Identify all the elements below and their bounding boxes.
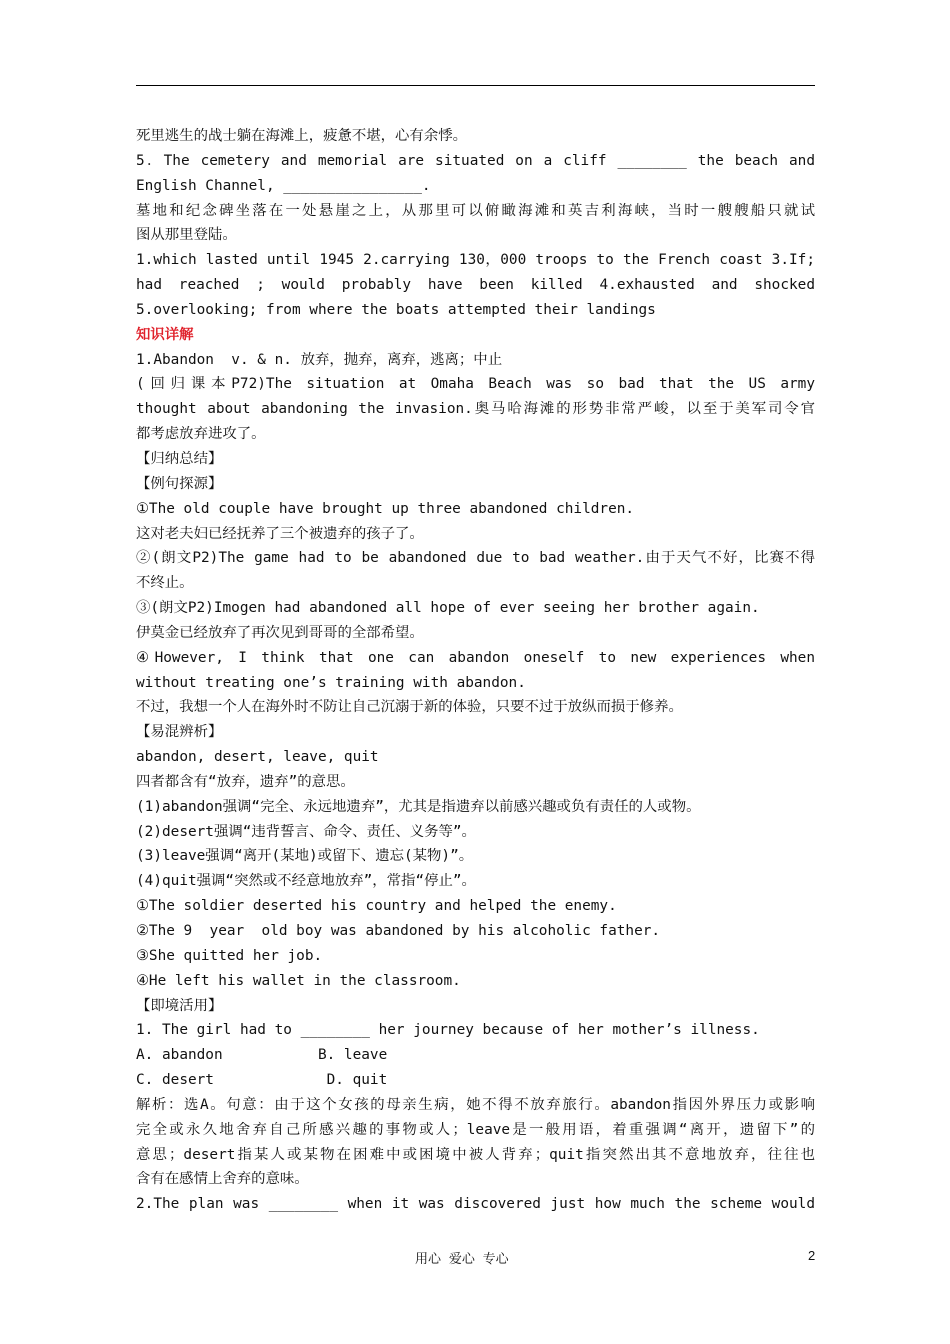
text-line: ④He left his wallet in the classroom. bbox=[136, 972, 461, 989]
text-line: 不过，我想一个人在海外时不防让自己沉溺于新的体验，只要不过于放纵而损于修养。 bbox=[136, 699, 683, 716]
text-line: 这对老夫妇已经抚养了三个被遗弃的孩子了。 bbox=[136, 525, 424, 542]
text-line: 意思；desert指某人或某物在困难中或困境中被人背弃；quit指突然出其不意地放弃，往往也 bbox=[136, 1146, 815, 1163]
text-line: 完全或永久地舍弃自己所感兴趣的事物或人；leave是一般用语，着重强调“离开，遗留下”的 bbox=[136, 1121, 815, 1138]
text-line: 【即境活用】 bbox=[136, 997, 223, 1014]
text-line: 都考虑放弃进攻了。 bbox=[136, 426, 266, 443]
page-number: 2 bbox=[808, 1248, 816, 1263]
text-line: 1.which lasted until 1945 2.carrying 130，000 troops to the French coast 3.If; bbox=[136, 252, 815, 269]
text-line: had reached ; would probably have been killed 4.exhausted and shocked bbox=[136, 277, 815, 294]
document-body bbox=[136, 124, 815, 1217]
text-line: (回归课本P72)The situation at Omaha Beach was so bad that the US army bbox=[136, 376, 815, 393]
text-line: ④However, I think that one can abandon oneself to new experiences when bbox=[136, 649, 815, 666]
text-line: (3)leave强调“离开(某地)或留下、遗忘(某物)”。 bbox=[136, 848, 474, 865]
text-line: ③She quitted her job. bbox=[136, 947, 323, 964]
text-line: 1.Abandon v. & n. 放弃，抛弃，离弃，逃离；中止 bbox=[136, 351, 503, 368]
text-line: ②The 9 year old boy was abandoned by his alcoholic father. bbox=[136, 923, 661, 939]
text-line: 5.overlooking; from where the boats attempted their landings bbox=[136, 301, 656, 318]
text-line: (2)desert强调“违背誓言、命令、责任、义务等”。 bbox=[136, 823, 476, 840]
text-line: 1. The girl had to ________ her journey because of her mother’s illness. bbox=[136, 1022, 760, 1039]
text-line: ②(朗文P2)The game had to be abandoned due to bad weather.由于天气不好，比赛不得 bbox=[136, 550, 815, 567]
text-line: ①The soldier deserted his country and helped the enemy. bbox=[136, 898, 617, 915]
text-line: A. abandon B. leave bbox=[136, 1047, 388, 1064]
section-heading: 知识详解 bbox=[136, 326, 194, 343]
text-line: 墓地和纪念碑坐落在一处悬崖之上，从那里可以俯瞰海滩和英吉利海峡，当时一艘艘船只就试 bbox=[136, 202, 815, 219]
text-line: 图从那里登陆。 bbox=[136, 227, 237, 244]
text-line: 死里逃生的战士躺在海滩上，疲惫不堪，心有余悸。 bbox=[136, 128, 467, 144]
text-line: abandon, desert, leave, quit bbox=[136, 749, 379, 766]
text-line: 【归纳总结】 bbox=[136, 450, 223, 467]
text-line: English Channel, ________________. bbox=[136, 177, 431, 194]
text-line: ①The old couple have brought up three abandoned children. bbox=[136, 500, 635, 517]
text-line: 不终止。 bbox=[136, 575, 194, 592]
text-line: without treating one’s training with abandon. bbox=[136, 674, 526, 691]
text-line: 伊莫金已经放弃了再次见到哥哥的全部希望。 bbox=[136, 624, 424, 641]
text-line: 2.The plan was ________ when it was discovered just how much the scheme would bbox=[136, 1196, 815, 1213]
text-line: (1)abandon强调“完全、永远地遗弃”，尤其是指遗弃以前感兴趣或负有责任的人或物。 bbox=[136, 798, 701, 815]
text-line: 含有在感情上舍弃的意味。 bbox=[136, 1171, 309, 1188]
text-line: 解析：选A。句意：由于这个女孩的母亲生病，她不得不放弃旅行。abandon指因外界压力或影响 bbox=[136, 1096, 815, 1113]
text-line: 四者都含有“放弃，遗弃”的意思。 bbox=[136, 773, 355, 790]
text-line: 【例句探源】 bbox=[136, 475, 223, 492]
text-line: 5．The cemetery and memorial are situated on a cliff ________ the beach and bbox=[136, 152, 815, 169]
text-line: 【易混辨析】 bbox=[136, 724, 223, 741]
text-line: C. desert D. quit bbox=[136, 1072, 388, 1089]
header-rule bbox=[136, 85, 815, 86]
text-line: ③(朗文P2)Imogen had abandoned all hope of ever seeing her brother again. bbox=[136, 600, 760, 617]
text-line: (4)quit强调“突然或不经意地放弃”，常指“停止”。 bbox=[136, 873, 476, 890]
text-line: thought about abandoning the invasion.奥马哈海滩的形势非常严峻，以至于美军司令官 bbox=[136, 401, 815, 418]
footer-motto: 用心 爱心 专心 bbox=[415, 1252, 509, 1267]
